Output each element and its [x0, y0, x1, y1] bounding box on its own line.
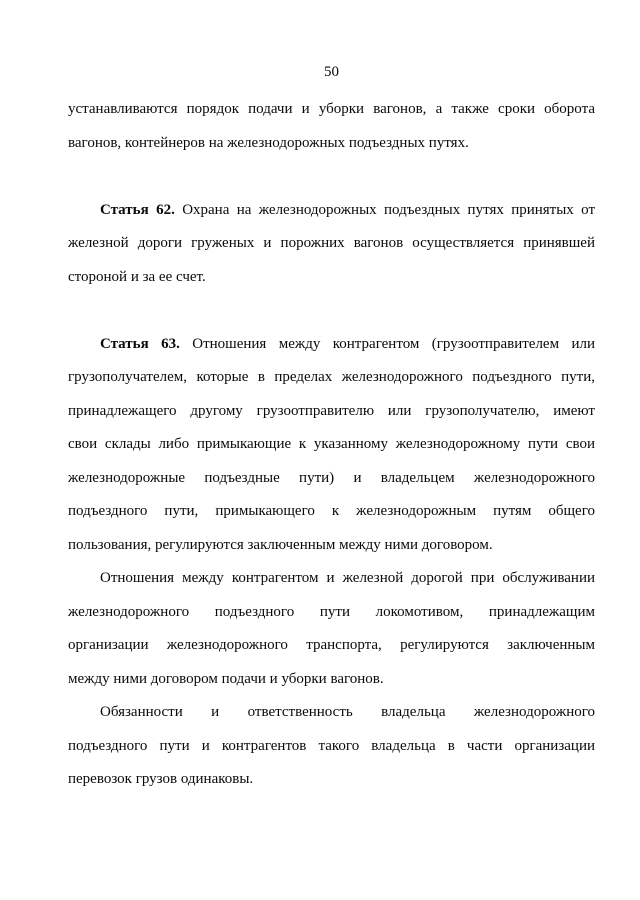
text-line: железнодорожные подъездные пути) и владельцем железнодорожного: [68, 469, 595, 486]
text-line: подъездного пути, примыкающего к железнодорожным путям общего: [68, 503, 595, 519]
text-line: устанавливаются порядок подачи и уборки вагонов, а также сроки оборота: [68, 101, 595, 117]
article-62-label: Статья 62.: [100, 201, 175, 218]
article-63-text: Отношения между контрагентом (грузоотправителем или: [192, 335, 596, 352]
text-line: вагонов, контейнеров на железнодорожных подъездных путях.: [68, 134, 469, 151]
article-63-label: Статья 63.: [100, 335, 180, 352]
text-line: железной дороги груженых и порожних вагонов осуществляется принявшей: [68, 235, 595, 251]
text-line: организации железнодорожного транспорта, регулируются заключенным: [68, 637, 595, 653]
article-62-text: Охрана на железнодорожных подъездных путях принятых от: [182, 201, 596, 218]
document-body: [68, 93, 595, 797]
text-line: Обязанности и ответственность владельца железнодорожного: [100, 704, 595, 720]
text-line: грузополучателем, которые в пределах железнодорожного подъездного пути,: [68, 369, 595, 385]
text-line: стороной и за ее счет.: [68, 268, 206, 285]
article-63-first-line: [68, 328, 595, 362]
text-line: пользования, регулируются заключенным между ними договором.: [68, 536, 493, 553]
page-number: 50: [324, 64, 339, 80]
paragraph-gap: [68, 160, 595, 194]
text-line: свои склады либо примыкающие к указанному железнодорожному пути свои: [68, 436, 595, 452]
text-line: подъездного пути и контрагентов такого владельца в части организации: [68, 737, 595, 754]
text-line: между ними договором подачи и уборки вагонов.: [68, 670, 384, 687]
text-line: Отношения между контрагентом и железной дорогой при обслуживании: [100, 570, 595, 586]
text-line: принадлежащего другому грузоотправителю или грузополучателю, имеют: [68, 402, 595, 419]
text-line: перевозок грузов одинаковы.: [68, 771, 254, 787]
article-62-first-line: [68, 194, 595, 228]
paragraph-gap: [68, 294, 595, 328]
text-line: железнодорожного подъездного пути локомотивом, принадлежащим: [68, 603, 595, 620]
